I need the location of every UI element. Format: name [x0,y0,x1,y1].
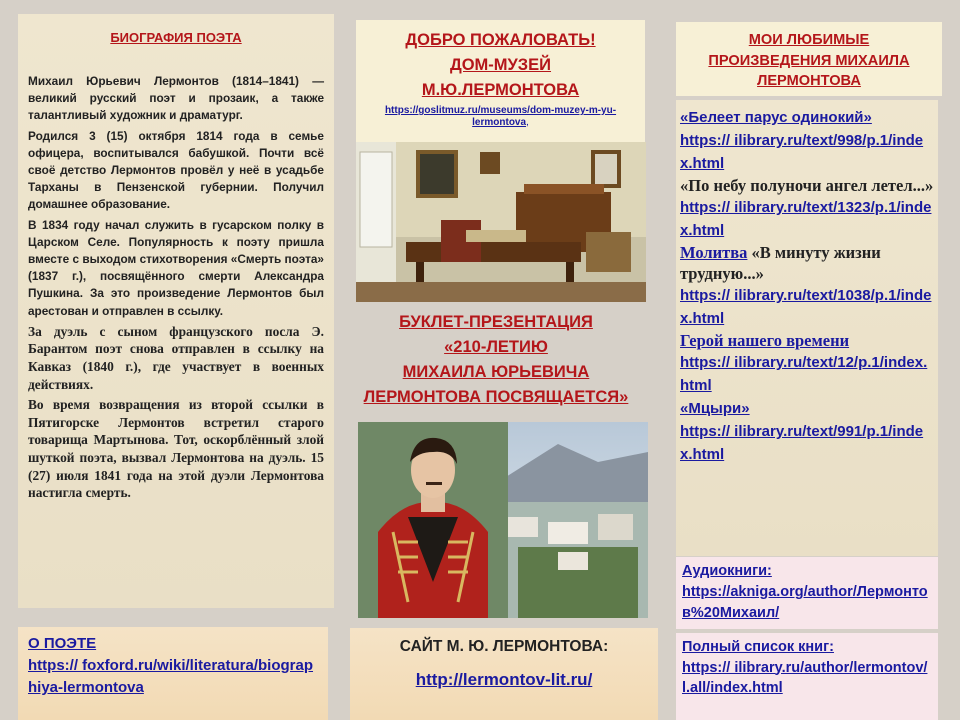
list-item [680,242,934,330]
work-url-link[interactable]: https:// ilibrary.ru/text/1323/p.1/index.html [680,199,932,239]
audiobooks-panel [676,557,938,629]
site-link[interactable]: http://lermontov-lit.ru/ [415,670,593,689]
work-title: «В минуту жизни трудную...» [680,243,881,283]
lermontov-portrait-image [358,422,648,618]
books-list-link[interactable]: https:// ilibrary.ru/author/lermontov/l.all/index.html [682,659,928,696]
bio-paragraph-5: Во время возвращения из второй ссылки в Пятигорске Лермонтов встретил старого товарища Мартынова. Тот, оскорблённый злой шуткой поэта, вызвал Лермонтова на дуэль. 15 (27) июля 1841 года на этой дуэли Лермонтова настигла смерть. [28,397,324,501]
work-url-link[interactable]: https:// ilibrary.ru/text/1038/p.1/index.html [680,287,932,327]
list-item [680,397,934,466]
favorite-works-list [676,100,938,556]
work-url-link[interactable]: https:// ilibrary.ru/text/991/p.1/index.html [680,423,924,463]
site-title: САЙТ М. Ю. ЛЕРМОНТОВА: [399,638,609,655]
list-item [680,175,934,242]
museum-room-illustration [356,142,646,302]
about-link[interactable]: https:// foxford.ru/wiki/literatura/biographiya-lermontova [28,657,314,696]
biography-title: БИОГРАФИЯ ПОЭТА [110,30,242,45]
museum-welcome-panel [356,20,645,142]
work-title: «По небу полуночи ангел летел...» [680,176,934,195]
welcome-heading: ДОБРО ПОЖАЛОВАТЬ! [405,31,596,49]
booklet-line-4: ЛЕРМОНТОВА ПОСВЯЩАЕТСЯ» [363,388,629,406]
museum-link-comma: , [526,117,529,128]
about-title: О ПОЭТЕ [28,635,97,652]
favorites-title-line-1: МОИ ЛЮБИМЫЕ [748,32,870,48]
biography-panel [18,14,334,608]
museum-room-image [356,142,646,302]
portrait-illustration [358,422,648,618]
audiobooks-link[interactable]: https://akniga.org/author/Лермонтов%20Михаил/ [682,584,928,621]
work-title-link[interactable]: Молитва [680,243,748,262]
museum-name-line: ДОМ-МУЗЕЙ [449,56,552,74]
favorites-title-panel [676,22,942,96]
bio-paragraph-3: В 1834 году начал служить в гусарском полку в Царском Селе. Популярность к поэту пришла вместе с выходом стихотворения «Смерть поэта» (1837 г.), посвящённого смерти Александра Пушкина. За это произведение Лермонтов был арестован и отправлен в ссылку. [28,217,324,318]
work-title-link[interactable]: «Белеет парус одинокий» [680,109,872,126]
favorites-title-line-2: ПРОИЗВЕДЕНИЯ МИХАИЛА [708,52,910,69]
museum-link[interactable]: https://goslitmuz.ru/museums/dom-muzey-m-yu-lermontova [384,105,617,128]
about-poet-panel [18,627,328,720]
work-title-link[interactable]: Герой нашего времени [680,331,850,350]
books-list-panel [676,633,938,720]
bio-paragraph-2: Родился 3 (15) октября 1814 года в семье офицера, воспитывался бабушкой. Почти всё своё детство Лермонтов провёл у неё в усадьбе Тарханы в Пензенской губернии. Получил домашнее образование. [28,128,324,212]
audiobooks-title: Аудиокниги: [682,563,772,579]
booklet-line-1: БУКЛЕТ-ПРЕЗЕНТАЦИЯ [399,313,593,331]
work-title-link[interactable]: «Мцыри» [680,400,750,417]
booklet-line-2: «210-ЛЕТИЮ [444,338,548,356]
work-url-link[interactable]: https:// ilibrary.ru/text/998/p.1/index.html [680,132,924,172]
booklet-line-3: МИХАИЛА ЮРЬЕВИЧА [402,363,590,381]
bio-paragraph-1: Михаил Юрьевич Лермонтов (1814–1841) — великий русский поэт и прозаик, а также талантливый художник и драматург. [28,74,324,123]
favorites-title-line-3: ЛЕРМОНТОВА [757,73,861,89]
lermontov-site-panel [350,628,658,720]
books-list-title: Полный список книг: [682,639,834,655]
list-item [680,330,934,397]
museum-owner-line: М.Ю.ЛЕРМОНТОВА [421,81,580,99]
work-url-link[interactable]: https:// ilibrary.ru/text/12/p.1/index.html [680,354,928,394]
booklet-panel [346,310,646,418]
list-item [680,106,934,175]
bio-paragraph-4: За дуэль с сыном французского посла Э. Барантом поэт снова отправлен в ссылку на Кавказ (1840 г.), где участвует в военных действиях. [28,323,324,392]
